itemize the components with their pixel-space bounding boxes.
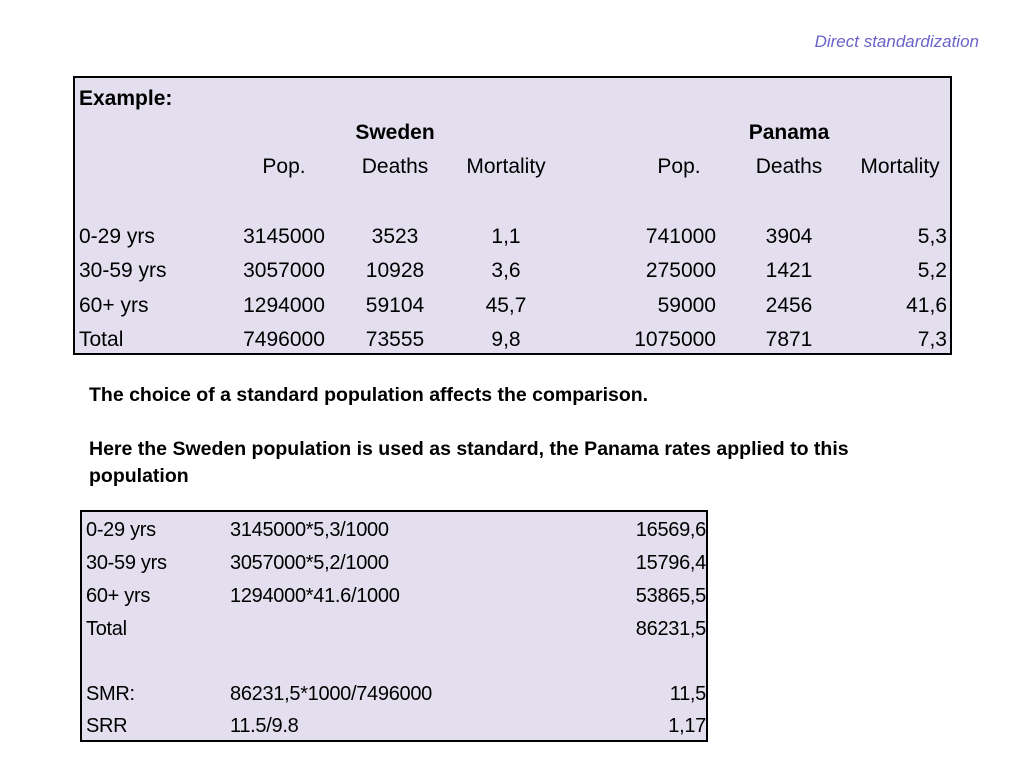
row-label: 0-29 yrs [79,225,155,248]
row-label-smr: SMR: [86,683,135,705]
row-label: 60+ yrs [86,585,151,607]
col-header-panama-mortality: Mortality [860,155,940,178]
table-cell: 73555 [365,328,425,351]
table-cell: 3904 [765,225,813,248]
col-header-panama-deaths: Deaths [755,155,823,178]
result-cell: 53865,5 [635,585,706,607]
table-cell: 1075000 [634,328,716,351]
table-cell: 1421 [765,259,813,282]
table-cell: 275000 [645,259,716,282]
row-label: 0-29 yrs [86,519,156,541]
result-cell: 86231,5 [635,618,706,640]
table-cell: 10928 [365,259,425,282]
table-cell: 5,3 [917,225,947,248]
formula-cell: 86231,5*1000/7496000 [230,683,432,705]
col-header-panama-pop: Pop. [657,155,701,178]
slide-title: Direct standardization [814,32,979,51]
group-header-panama: Panama [748,121,830,144]
table-cell: 3,6 [491,259,521,282]
example-table [73,76,952,355]
formula-cell: 1294000*41.6/1000 [230,585,400,607]
table-cell: 741000 [645,225,716,248]
table-cell: 2456 [765,294,813,317]
result-cell: 16569,6 [635,519,706,541]
formula-cell: 3145000*5,3/1000 [230,519,389,541]
table-cell: 7496000 [243,328,325,351]
result-cell: 15796,4 [635,552,706,574]
table-cell: 1294000 [243,294,325,317]
col-header-sweden-deaths: Deaths [361,155,429,178]
row-label-srr: SRR [86,715,128,737]
table-cell: 5,2 [917,259,947,282]
result-cell: 11,5 [669,683,706,705]
result-cell: 1,17 [668,715,706,737]
table-cell: 9,8 [491,328,521,351]
paragraph-sweden-standard: Here the Sweden population is used as standard, the Panama rates applied to this population [89,438,849,487]
table-cell: 3057000 [243,259,325,282]
row-label: 30-59 yrs [79,259,167,282]
col-header-sweden-pop: Pop. [262,155,306,178]
table-cell: 3523 [371,225,419,248]
group-header-sweden: Sweden [355,121,435,144]
table-cell: 41,6 [906,294,947,317]
table-cell: 59104 [365,294,425,317]
row-label: Total [79,328,124,351]
row-label: Total [86,618,127,640]
row-label: 30-59 yrs [86,552,167,574]
table-cell: 45,7 [485,294,527,317]
example-label: Example: [79,87,173,110]
formula-cell: 11.5/9.8 [230,715,299,737]
row-label: 60+ yrs [79,294,149,317]
table-cell: 3145000 [243,225,325,248]
calculation-table [80,510,708,742]
formula-cell: 3057000*5,2/1000 [230,552,389,574]
table-cell: 1,1 [491,225,521,248]
col-header-sweden-mortality: Mortality [466,155,546,178]
table-cell: 59000 [657,294,716,317]
paragraph-standard-choice: The choice of a standard population affects the comparison. [89,384,649,406]
table-cell: 7,3 [917,328,947,351]
table-cell: 7871 [765,328,813,351]
